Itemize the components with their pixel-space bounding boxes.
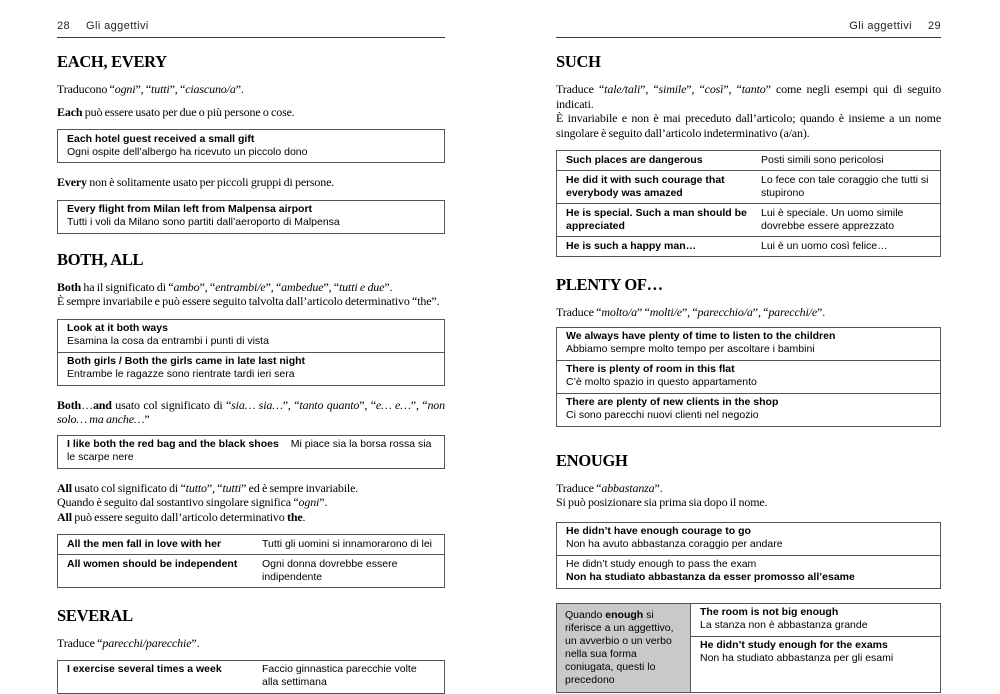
page-29 [556, 20, 941, 693]
example-table-plenty [556, 327, 941, 427]
example-row [58, 130, 444, 162]
example-row [691, 636, 940, 669]
italian-text: Lui è speciale. Un uomo simile dovrebbe essere apprezzato [761, 206, 904, 232]
italian-text: Esamina la cosa da entrambi i punti di vista [67, 335, 269, 347]
section-heading-each-every: EACH, EVERY [57, 52, 167, 71]
grammar-note-cell: Quando enough si riferisce a un aggettivo, un avverbio o un verbo nella sua forma coniugata, questi lo precedono [557, 604, 691, 692]
paragraph-each-every-intro: Traducono “ogni”, “tutti”, “ciascuno/a”. [57, 82, 244, 96]
paragraph-several-intro: Traduce “parecchi/parecchie”. [57, 636, 200, 650]
english-text: Both girls / Both the girls came in late last night [67, 355, 306, 367]
paragraph-both-line2: È sempre invariabile e può essere seguito talvolta dall’articolo determinativo “the”. [57, 294, 440, 308]
example-row [58, 554, 444, 587]
example-row [58, 535, 444, 554]
english-text: He is special. Such a man should be appreciated [566, 206, 747, 232]
example-row [557, 236, 940, 256]
page-number: 29 [927, 20, 941, 32]
section-heading-plenty-of: PLENTY OF… [556, 275, 663, 294]
paragraph-such-intro2: È invariabile e non è mai preceduto dall’articolo; quando è insieme a un nome singolare è seguito dall’articolo indeterminativo (a/an). [556, 111, 941, 140]
italian-text: Ogni ospite dell’albergo ha ricevuto un piccolo dono [67, 145, 308, 158]
section-heading-such: SUCH [556, 52, 601, 71]
example-row [557, 393, 940, 426]
english-text: All the men fall in love with her [67, 537, 222, 550]
paragraph-both-line1: Both ha il significato di “ambo”, “entrambi/e”, “ambedue”, “tutti e due”. [57, 279, 393, 294]
english-text: He didn’t have enough courage to go [566, 525, 751, 537]
italian-text: Lui è un uomo così felice… [761, 239, 888, 252]
paragraph-all-line1: All usato col significato di “tutto”, “tutti” ed è sempre invariabile. [57, 480, 359, 495]
example-table-both-and [57, 435, 445, 469]
section-heading-several: SEVERAL [57, 606, 133, 625]
english-text: There is plenty of room in this flat [566, 363, 735, 375]
running-title: Gli aggettivi [86, 20, 149, 32]
example-row [58, 352, 444, 385]
example-table-such [556, 150, 941, 257]
example-table-every [57, 200, 445, 234]
example-table-both [57, 319, 445, 386]
paragraph-all-line3: All può essere seguito dall’articolo determinativo the. [57, 509, 306, 524]
italian-text: Tutti gli uomini si innamorarono di lei [262, 537, 433, 550]
italian-text: Posti simili sono pericolosi [761, 153, 884, 166]
english-text: He did it with such courage that everybody was amazed [566, 173, 725, 199]
english-text: Every flight from Milan left from Malpensa airport [67, 203, 313, 215]
example-table-each [57, 129, 445, 163]
paragraph-every-note: Every non è solitamente usato per piccoli gruppi di persone. [57, 175, 335, 189]
running-title: Gli aggettivi [849, 20, 912, 32]
italian-text: Non ha studiato abbastanza per gli esami [700, 652, 894, 664]
page-number: 28 [57, 20, 71, 32]
paragraph-enough-intro1: Traduce “abbastanza”. [556, 480, 663, 495]
paragraph-all-line2: Quando è seguito dal sostantivo singolare significa “ogni”. [57, 495, 328, 509]
italian-text: Non ha studiato abbastanza da esser promosso all’esame [566, 571, 855, 583]
paragraph-enough-intro2: Si può posizionare sia prima sia dopo il nome. [556, 495, 768, 509]
italian-text: Ci sono parecchi nuovi clienti nel negozio [566, 409, 759, 421]
example-row [557, 170, 940, 203]
english-text: There are plenty of new clients in the shop [566, 396, 779, 408]
paragraph-each-note: Each può essere usato per due o più persone o cose. [57, 104, 295, 119]
example-table-several [57, 660, 445, 694]
italian-text: Abbiamo sempre molto tempo per ascoltare i bambini [566, 343, 815, 355]
example-row [58, 436, 444, 468]
example-table-all [57, 534, 445, 588]
example-row [58, 661, 444, 693]
note-example-rows [691, 604, 940, 692]
english-text: The room is not big enough [700, 606, 839, 618]
italian-text: Tutti i voli da Milano sono partiti dall’aeroporto di Malpensa [67, 216, 340, 228]
italian-text: Faccio ginnastica parecchie volte alla settimana [262, 663, 417, 688]
english-text: Each hotel guest received a small gift [67, 132, 255, 145]
italian-text: C’è molto spazio in questo appartamento [566, 376, 757, 388]
english-text: Look at it both ways [67, 322, 168, 334]
english-text: He is such a happy man… [566, 239, 697, 252]
example-row [557, 151, 940, 170]
italian-text: Mi piace sia la borsa rossa sia le scarpe nere [67, 438, 432, 463]
english-text: We always have plenty of time to listen to the children [566, 330, 836, 342]
running-header-right [556, 20, 941, 38]
italian-text: Non ha avuto abbastanza coraggio per andare [566, 538, 783, 550]
example-row [557, 203, 940, 236]
english-text: I like both the red bag and the black shoes [67, 438, 279, 450]
english-text: He didn’t study enough for the exams [700, 639, 888, 651]
example-row [691, 604, 940, 636]
section-heading-both-all: BOTH, ALL [57, 249, 144, 269]
example-row [557, 360, 940, 393]
english-text: He didn’t study enough to pass the exam [566, 558, 757, 570]
english-text: I exercise several times a week [67, 663, 222, 675]
example-row [557, 523, 940, 555]
enough-note-table [556, 603, 941, 693]
italian-text: Ogni donna dovrebbe essere indipendente [262, 557, 398, 583]
running-header-left [57, 20, 445, 38]
italian-text: Entrambe le ragazze sono rientrate tardi ieri sera [67, 368, 295, 380]
paragraph-plenty-intro: Traduce “molto/a” “molti/e”, “parecchio/a”, “parecchi/e”. [556, 305, 826, 319]
example-row [557, 328, 940, 360]
example-row [557, 555, 940, 588]
italian-text: La stanza non è abbastanza grande [700, 619, 868, 631]
italian-text: Lo fece con tale coraggio che tutti si stupirono [761, 173, 929, 199]
paragraph-such-intro1: Traduce “tale/tali”, “simile”, “così”, “tanto” come negli esempi qui di seguito indicati. [556, 82, 941, 111]
section-heading-enough: ENOUGH [556, 450, 628, 470]
paragraph-both-and: Both…and usato col significato di “sia… sia…”, “tanto quanto”, “e… e…”, “non solo… ma anche…” [57, 397, 445, 426]
example-table-enough [556, 522, 941, 589]
example-row [58, 320, 444, 352]
english-text: All women should be independent [67, 557, 238, 570]
page-28 [57, 20, 445, 694]
english-text: Such places are dangerous [566, 153, 703, 166]
example-row [58, 201, 444, 233]
